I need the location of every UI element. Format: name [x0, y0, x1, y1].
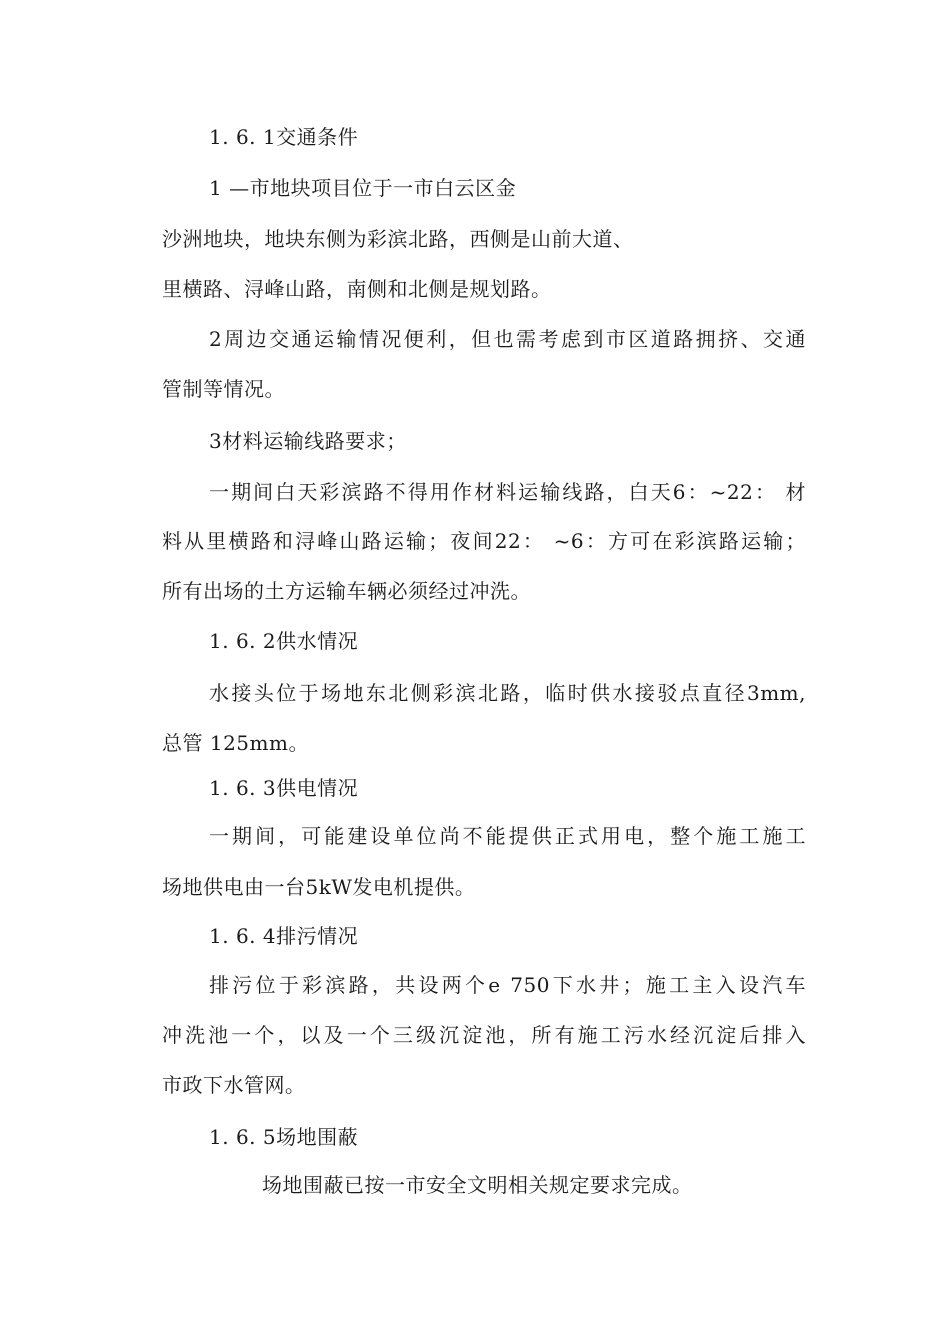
paragraph-line: 1 —市地块项目位于一市白云区金	[209, 176, 517, 200]
heading-1-6-3: 1. 6. 3供电情况	[209, 776, 359, 800]
paragraph-line: 料从里横路和浔峰山路运输；夜间22： ~6：方可在彩滨路运输；	[162, 529, 806, 553]
paragraph-line: 总管 125mm。	[162, 731, 309, 755]
paragraph-line: 冲洗池一个，以及一个三级沉淀池，所有施工污水经沉淀后排入	[162, 1023, 806, 1047]
heading-1-6-2: 1. 6. 2供水情况	[209, 629, 359, 653]
heading-1-6-5: 1. 6. 5场地围蔽	[209, 1125, 359, 1149]
paragraph-line: 里横路、浔峰山路，南侧和北侧是规划路。	[162, 277, 552, 301]
paragraph-line: 场地围蔽已按一市安全文明相关规定要求完成。	[262, 1173, 693, 1197]
heading-1-6-4: 1. 6. 4排污情况	[209, 924, 359, 948]
heading-1-6-1: 1. 6. 1交通条件	[209, 125, 359, 149]
paragraph-line: 3材料运输线路要求；	[209, 429, 407, 453]
paragraph-line: 沙洲地块，地块东侧为彩滨北路，西侧是山前大道、	[162, 227, 634, 251]
paragraph-line: 管制等情况。	[162, 377, 285, 401]
paragraph-line: 一期间白天彩滨路不得用作材料运输线路，白天6：~22： 材	[209, 480, 806, 504]
paragraph-line: 所有出场的土方运输车辆必须经过冲洗。	[162, 579, 531, 603]
paragraph-line: 水接头位于场地东北侧彩滨北路，临时供水接驳点直径3mm,	[209, 681, 806, 705]
paragraph-line: 一期间，可能建设单位尚不能提供正式用电，整个施工施工	[209, 824, 806, 848]
paragraph-line: 排污位于彩滨路，共设两个e 750下水井；施工主入设汽车	[209, 973, 806, 997]
paragraph-line: 场地供电由一台5kW发电机提供。	[162, 875, 476, 899]
paragraph-line: 2周边交通运输情况便利，但也需考虑到市区道路拥挤、交通	[209, 327, 806, 351]
paragraph-line: 市政下水管网。	[162, 1073, 306, 1097]
